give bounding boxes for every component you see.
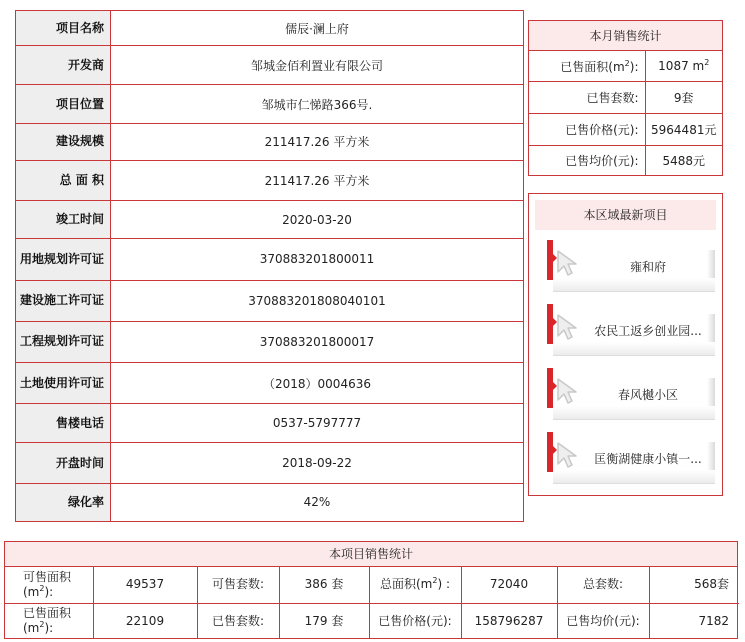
project-sold-units-label: 已售套数: [197,603,279,639]
latest-projects-title: 本区域最新项目 [535,200,716,230]
red-marker-icon [547,304,553,344]
monthly-sold-area-label: 已售面积$(m^2)$: [529,51,645,82]
item-shadow [553,278,715,292]
info-row-location [16,85,524,123]
info-row-scale [16,123,524,160]
land-use-permit-value: （2018）0004636 [111,363,524,404]
red-marker-icon [547,368,553,408]
project-sales-table [5,567,739,639]
info-row-developer [16,46,524,85]
location-label: 项目位置 [16,85,111,123]
total-units-label: 总套数: [557,567,649,603]
monthly-sold-price-label: 已售价格(元): [529,113,645,145]
land-use-permit-label: 土地使用许可证 [16,363,111,404]
monthly-sales-table [529,51,722,176]
salable-units-value: 386 套 [279,567,369,603]
project-stats-row-1 [5,567,739,603]
opening-time-value: 2018-09-22 [111,443,524,483]
total-units-value: 568套 [649,567,739,603]
monthly-sales-panel [528,20,723,176]
greening-rate-value: 42% [111,483,524,521]
monthly-avg-price-value: 5488元 [645,145,722,176]
monthly-sold-area-value: 1087 $m^2$ [658,58,710,74]
sales-phone-label: 售楼电话 [16,404,111,443]
latest-projects-panel [528,193,723,496]
latest-project-item-4[interactable] [547,432,715,484]
construction-permit-label: 建设施工许可证 [16,280,111,321]
project-sold-area-value: 22109 [93,603,197,639]
latest-project-name-2[interactable]: 农民工返乡创业园... [594,324,702,338]
cursor-arrow-icon [555,248,583,278]
total-area-label: 总 面 积 [16,160,111,200]
developer-label: 开发商 [16,46,111,85]
red-marker-icon [547,240,553,280]
project-avg-price-value: 7182 [649,603,739,639]
monthly-sold-units-value: 9套 [645,82,722,114]
completion-time-value: 2020-03-20 [111,201,524,239]
monthly-sold-price-row [529,113,722,145]
info-row-engineering-permit [16,321,524,362]
project-sold-units-value: 179 套 [279,603,369,639]
construction-permit-value: 370883201808040101 [111,280,524,321]
monthly-sold-units-row [529,82,722,114]
engineering-permit-label: 工程规划许可证 [16,321,111,362]
engineering-permit-value: 370883201800017 [111,321,524,362]
info-row-land-plan-permit [16,239,524,280]
monthly-sold-units-label: 已售套数: [529,82,645,114]
salable-area-label: 可售面积$(m^2)$: [5,567,93,603]
project-sales-title: 本项目销售统计 [5,542,737,567]
project-avg-price-label: 已售均价(元): [557,603,649,639]
project-sales-panel [4,541,738,639]
monthly-avg-price-row [529,145,722,176]
latest-project-item-2[interactable] [547,304,715,356]
project-name-value: 儒辰·澜上府 [111,11,524,46]
info-row-opening [16,443,524,483]
latest-project-name-3[interactable]: 春风樾小区 [617,388,678,402]
location-value: 邹城市仁悌路366号. [111,85,524,123]
total-area-value: 211417.26 平方米 [111,160,524,200]
item-shadow [553,342,715,356]
project-info-table [15,10,524,522]
total-area-label: 总面积$(m^2)$ : [369,567,461,603]
monthly-sold-price-value: 5964481元 [645,113,722,145]
latest-project-name-1[interactable]: 雍和府 [629,260,666,274]
project-sold-price-label: 已售价格(元): [369,603,461,639]
info-row-completion [16,201,524,239]
cursor-arrow-icon [555,312,583,342]
info-row-land-use-permit [16,363,524,404]
info-row-name [16,11,524,46]
item-shadow [553,406,715,420]
latest-project-item-3[interactable] [547,368,715,420]
project-name-label: 项目名称 [16,11,111,46]
latest-project-name-4[interactable]: 匡衡湖健康小镇一... [594,452,702,466]
cursor-arrow-icon [555,376,583,406]
completion-time-label: 竣工时间 [16,201,111,239]
salable-area-value: 49537 [93,567,197,603]
info-row-phone [16,404,524,443]
item-shadow [553,470,715,484]
project-sold-area-label: 已售面积$(m^2)$: [5,603,93,639]
land-plan-permit-label: 用地规划许可证 [16,239,111,280]
project-sold-price-value: 158796287 [461,603,557,639]
developer-value: 邹城金佰利置业有限公司 [111,46,524,85]
greening-rate-label: 绿化率 [16,483,111,521]
info-row-construction-permit [16,280,524,321]
info-row-greening [16,483,524,521]
latest-project-item-1[interactable] [547,240,715,292]
monthly-avg-price-label: 已售均价(元): [529,145,645,176]
red-marker-icon [547,432,553,472]
info-row-total-area [16,160,524,200]
construction-scale-label: 建设规模 [16,123,111,160]
total-area-value: 72040 [461,567,557,603]
project-stats-row-2 [5,603,739,639]
monthly-sales-title: 本月销售统计 [529,21,722,51]
opening-time-label: 开盘时间 [16,443,111,483]
sales-phone-value: 0537-5797777 [111,404,524,443]
land-plan-permit-value: 370883201800011 [111,239,524,280]
cursor-arrow-icon [555,440,583,470]
construction-scale-value: 211417.26 平方米 [111,123,524,160]
salable-units-label: 可售套数: [197,567,279,603]
monthly-sold-area-row [529,51,722,82]
